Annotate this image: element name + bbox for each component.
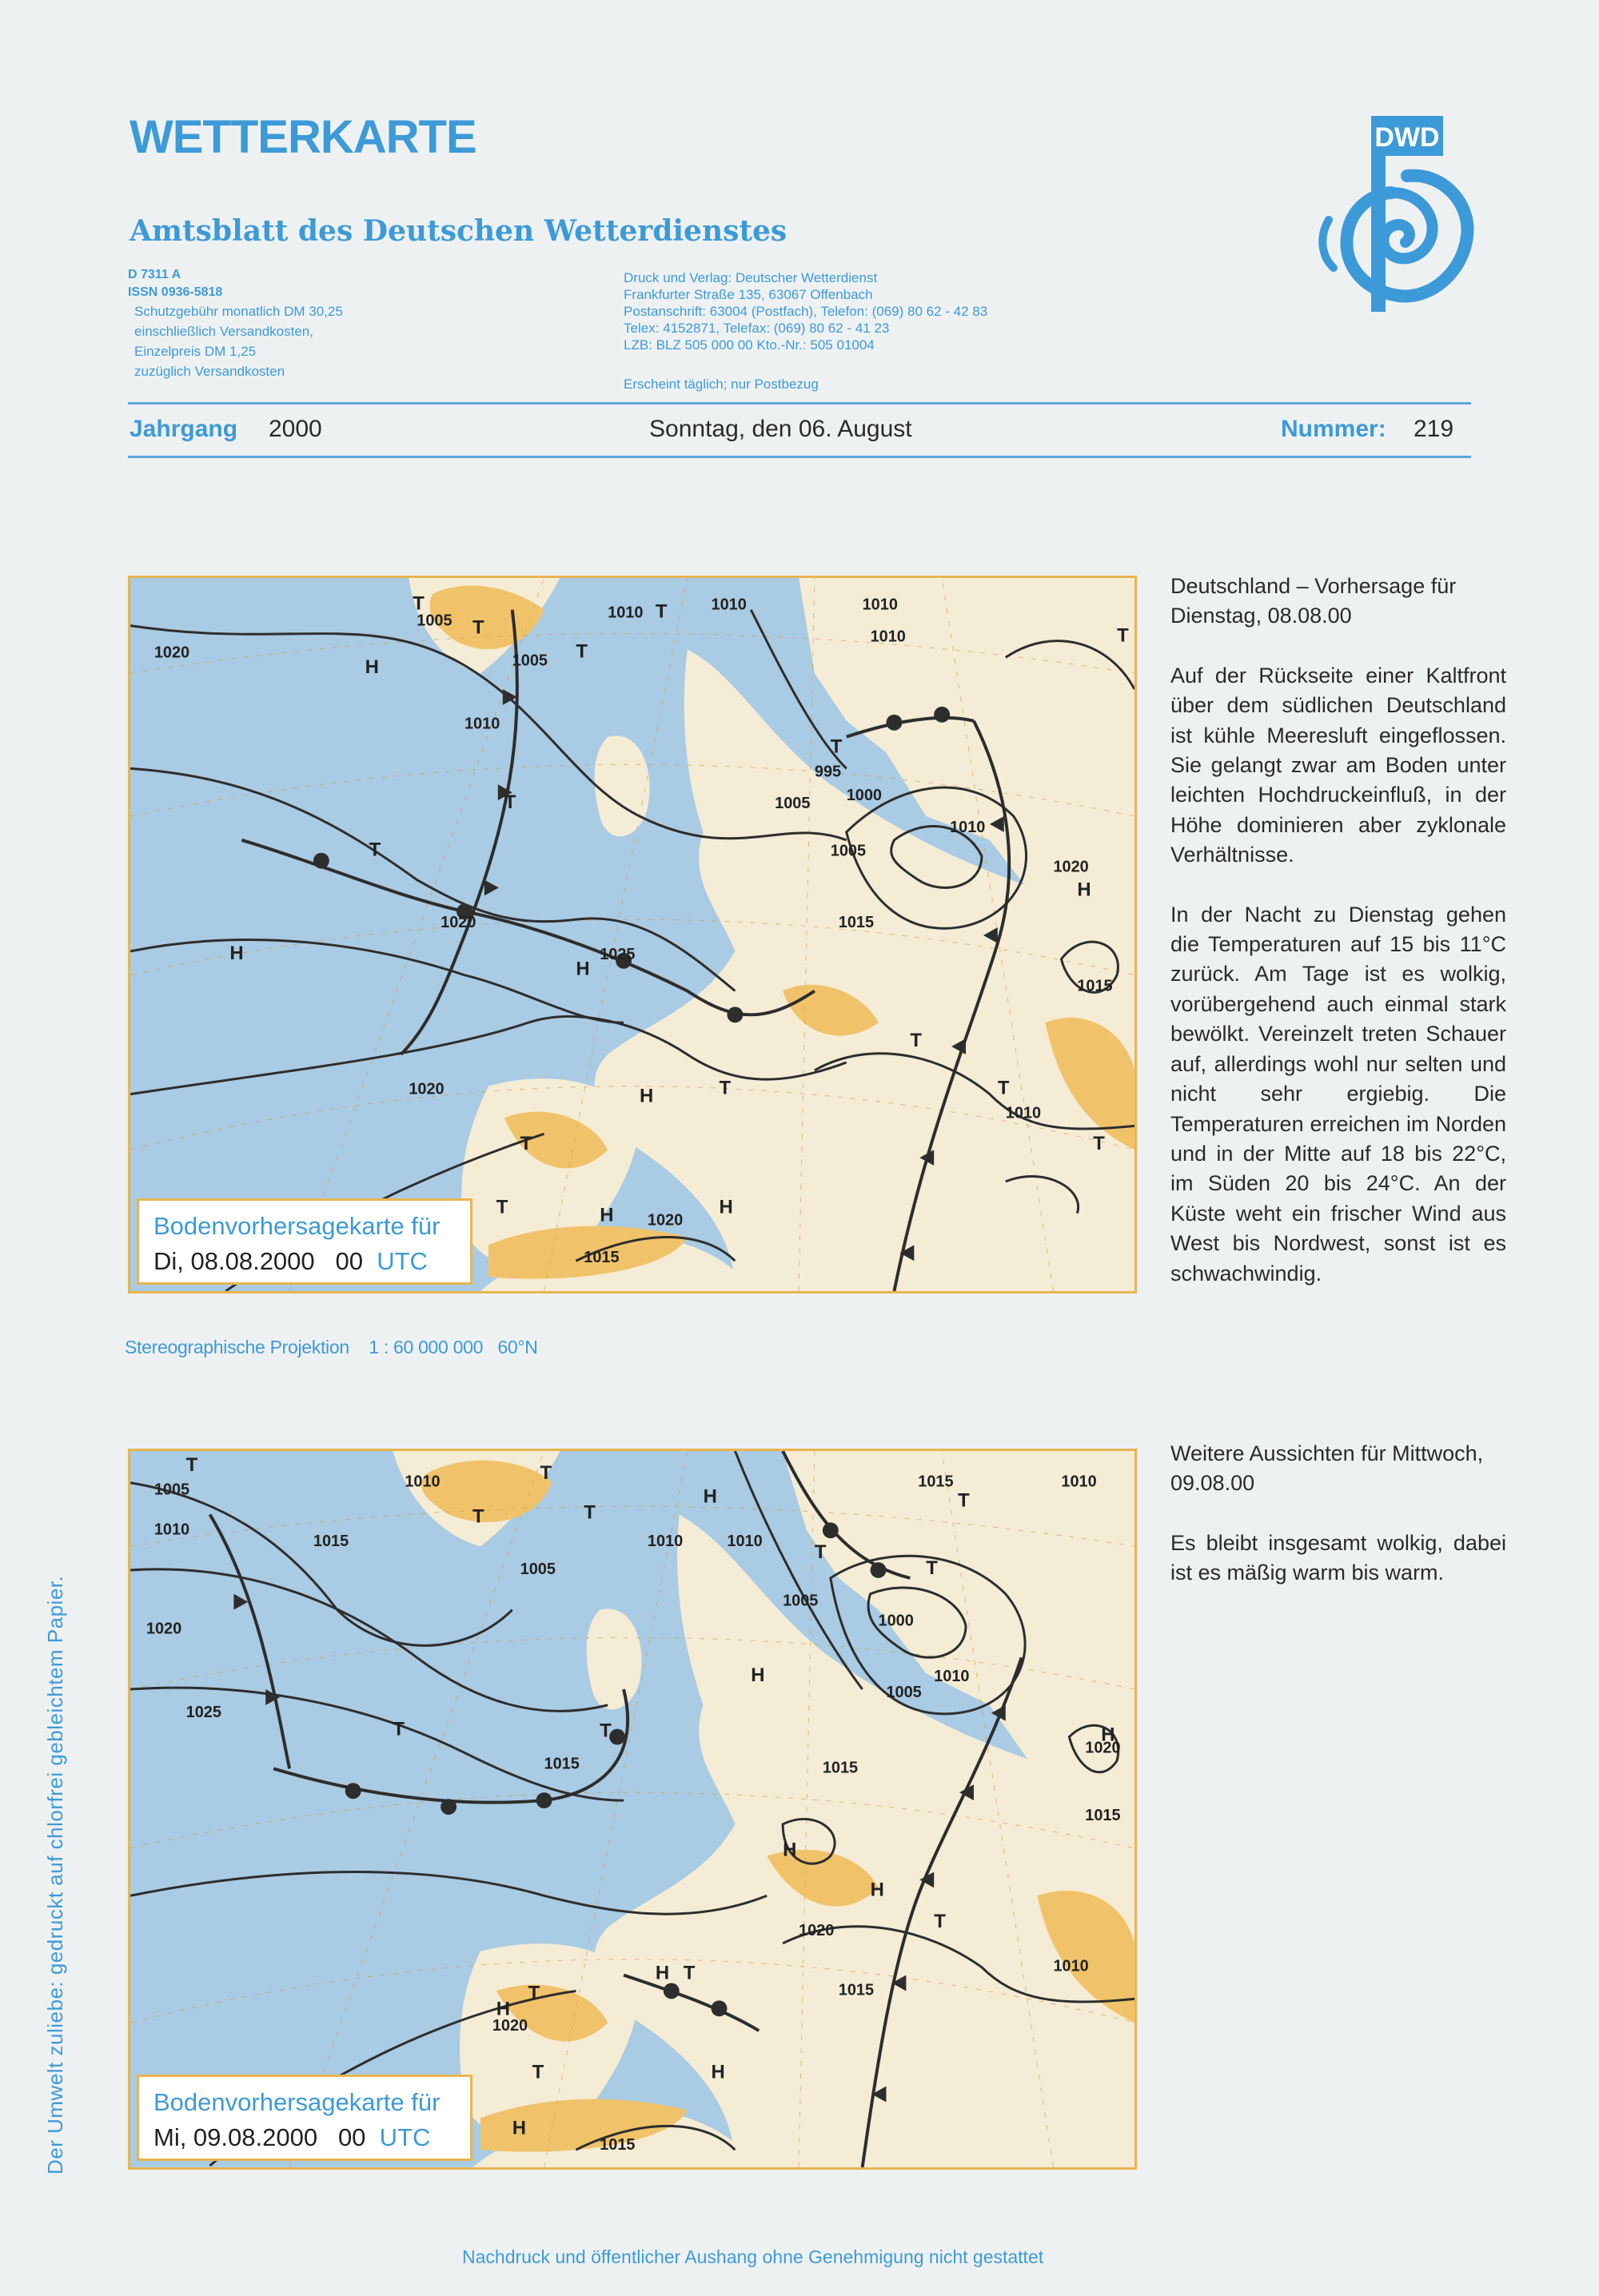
pressure-center: T [369,839,381,861]
forecast-map-tuesday [128,576,1137,1293]
isobar-label: 1010 [608,604,644,622]
isobar-label: 1020 [492,2017,528,2035]
pressure-center: T [814,1541,827,1564]
pressure-center: T [496,1196,508,1218]
publication-info-right [624,269,1183,393]
forecast-paragraph: In der Nacht zu Dienstag gehen die Temperaturen auf 15 bis 11°C zurück. Am Tage ist es wolkig, vorübergehend auch einmal stark bewölkt. Vereinzelt treten Schauer auf, allerdings wohl nur selten und nicht sehr ergiebig. Die Temperaturen erreichen im Norden und in der Mitte auf 18 bis 22°C, im Süden 20 bis 24°C. An der Küste weht ein frischer Wind aus West bis Nordwest, sonst ist es schwachwindig. [1170,902,1506,1286]
caption-utc: UTC [379,2123,431,2151]
isobar-label: 1020 [409,1080,445,1098]
pressure-center: T [683,1962,696,1984]
pressure-center: H [1077,879,1091,901]
isobar-label: 1025 [600,945,636,963]
map-caption [137,2075,473,2161]
jahrgang-value: 2000 [269,416,322,442]
pressure-center: T [1117,624,1129,647]
isobar-label: 1020 [146,1620,182,1638]
pressure-center: T [600,1720,612,1742]
pressure-center: H [496,1998,511,2020]
fee-line: Einzelpreis DM 1,25 [134,344,257,359]
isobar-label: 1005 [154,1481,190,1499]
issn: ISSN 0936-5818 [128,285,223,299]
publisher-line: Postanschrift: 63004 (Postfach), Telefon: (069) 80 62 - 42 83 [624,304,988,319]
pressure-center: H [719,1196,733,1218]
caption-utc: UTC [377,1247,428,1275]
pressure-center: T [910,1030,922,1052]
fee-line: einschließlich Versandkosten, [134,324,313,339]
publication-code: D 7311 A [128,268,181,281]
page-title: WETTERKARTE [130,111,477,163]
pressure-center: T [719,1077,732,1099]
pressure-center: T [393,1718,405,1740]
isobar-label: 1010 [1005,1104,1042,1122]
isobar-label: 1005 [512,652,548,670]
footer-note: Nachdruck und öffentlicher Aushang ohne Genehmigung nicht gestattet [462,2246,1044,2267]
pressure-center: H [1101,1724,1115,1746]
caption-date: Mi, 09.08.2000 [154,2123,318,2151]
issue-date: Sonntag, den 06. August [649,416,912,442]
caption-title: Bodenvorhersagekarte für [154,2088,441,2116]
isobar-label: 1005 [783,1592,819,1610]
isobar-label: 1015 [1077,977,1113,995]
divider [128,456,1471,458]
caption-hour: 00 [335,1247,363,1275]
logo-text: DWD [1374,122,1440,153]
isobar-label: 1010 [465,715,500,733]
pressure-center: H [783,1839,797,1861]
isobar-label: 1015 [822,1759,859,1777]
pressure-center: T [958,1489,970,1512]
publisher-line: Telex: 4152871, Telefax: (069) 80 62 - 41 23 [624,321,890,336]
isobar-label: 1015 [838,1981,875,1999]
pressure-center: T [934,1911,946,1933]
isobar-label: 1025 [185,1703,221,1721]
forecast-map-wednesday [128,1449,1137,2170]
weather-map-graphic [130,578,1134,1291]
isobar-label: 1010 [1053,1957,1089,1975]
land-british-isles [587,1608,642,1709]
pressure-center: T [528,1982,540,2004]
isobar-label: 1020 [441,914,477,932]
pressure-center: H [600,1204,614,1226]
pressure-center: H [751,1664,765,1687]
isobar-label: 1020 [647,1211,684,1230]
caption-date: Di, 08.08.2000 [154,1247,315,1275]
weather-map-graphic [130,1451,1134,2167]
pressure-center: T [520,1133,532,1155]
isobar-label: 1010 [950,818,986,836]
pressure-center: T [540,1461,552,1484]
isobar-label: 1010 [862,596,898,614]
pressure-center: H [870,1879,884,1901]
pressure-center: T [830,735,843,758]
jahrgang-label: Jahrgang [130,416,238,442]
pressure-center: H [639,1085,654,1107]
isobar-label: 1020 [1053,858,1089,876]
isobar-label: 1020 [1085,1739,1121,1757]
isobar-label: 1005 [775,795,811,813]
projection-text: Stereographische Projektion [125,1337,349,1357]
divider [128,402,1471,405]
isobar-label: 1015 [313,1533,349,1551]
publisher-line: LZB: BLZ 505 000 00 Kto.-Nr.: 505 01004 [624,337,875,353]
pressure-center: H [655,1962,670,1984]
caption-hour: 00 [337,2123,366,2151]
pressure-center: T [532,2061,544,2083]
isobar-label: 1010 [154,1521,190,1539]
outlook-heading: Weitere Aussichten für Mittwoch, 09.08.00 [1170,1441,1484,1496]
pressure-center: T [472,1505,484,1528]
isobar-label: 995 [814,763,842,781]
isobar-label: 1020 [154,644,190,662]
pressure-center: H [365,656,379,679]
publication-info-left [128,266,576,381]
publisher-line: Druck und Verlag: Deutscher Wetterdienst [624,270,878,285]
isobar-label: 1015 [918,1473,954,1491]
isobar-label: 1015 [600,2136,636,2154]
publisher-line: Frankfurter Straße 135, 63067 Offenbach [624,287,873,302]
isobar-label: 1015 [838,914,875,932]
isobar-label: 1015 [584,1249,620,1267]
pressure-center: T [926,1557,938,1579]
fee-line: Schutzgebühr monatlich DM 30,25 [134,304,343,319]
pressure-center: T [472,616,484,639]
isobar-label: 1000 [878,1612,914,1630]
isobar-label: 1005 [886,1683,922,1701]
pressure-center: T [504,791,516,814]
isobar-label: 1005 [417,612,453,630]
isobar-label: 1005 [830,842,867,860]
environment-note: Der Umwelt zuliebe: gedruckt auf chlorfrei gebleichtem Papier. [43,1575,67,2174]
nummer-value: 219 [1414,416,1454,442]
map-caption [137,1198,473,1285]
nummer-label: Nummer: [1281,416,1386,442]
isobar-label: 1000 [846,787,882,805]
projection-latitude: 60°N [497,1337,538,1357]
projection-scale: 1 : 60 000 000 [369,1337,484,1357]
pressure-center: H [512,2117,526,2139]
isobar-label: 1010 [870,628,906,646]
page-subtitle: Amtsblatt des Deutschen Wetterdienstes [130,214,788,248]
pressure-center: T [997,1077,1010,1099]
pressure-center: T [655,600,668,623]
isobar-label: 1005 [520,1560,556,1578]
pressure-center: T [576,640,588,663]
isobar-label: 1010 [711,596,747,614]
caption-title: Bodenvorhersagekarte für [154,1212,441,1240]
isobar-label: 1010 [934,1668,970,1686]
pressure-center: T [1093,1133,1105,1155]
projection-note [125,1337,538,1358]
forecast-paragraph: Auf der Rückseite einer Kaltfront über dem südlichen Deutschland ist kühle Meeresluft eingeflossen. Sie gelangt zwar am Boden unter leichten Hochdruckeinfluß, in der Höhe dominieren aber zyklonale Verhältnisse. [1170,663,1506,867]
isobar-label: 1010 [1061,1473,1097,1491]
pressure-center: T [413,592,425,615]
delivery-note: Erscheint täglich; nur Postbezug [624,377,819,392]
pressure-center: T [185,1453,198,1476]
isobar-label: 1020 [799,1921,835,1939]
forecast-heading: Deutschland – Vorhersage für Dienstag, 08.08.00 [1170,574,1457,628]
forecast-text-wednesday [1170,1439,1506,1618]
pressure-center: H [576,958,590,980]
forecast-text-tuesday [1170,572,1506,1318]
isobar-label: 1010 [647,1533,684,1551]
outlook-paragraph: Es bleibt insgesamt wolkig, dabei ist es mäßig warm bis warm. [1170,1530,1506,1585]
land-british-isles [595,735,650,836]
pressure-center: H [711,2061,725,2083]
pressure-center: H [703,1485,717,1508]
pressure-center: T [584,1501,596,1524]
fee-line: zuzüglich Versandkosten [134,364,285,379]
isobar-label: 1015 [1085,1806,1121,1824]
isobar-label: 1010 [405,1473,441,1491]
isobar-label: 1010 [727,1533,763,1551]
pressure-center: H [229,942,244,964]
isobar-label: 1015 [544,1755,580,1773]
dwd-logo [1311,116,1479,312]
